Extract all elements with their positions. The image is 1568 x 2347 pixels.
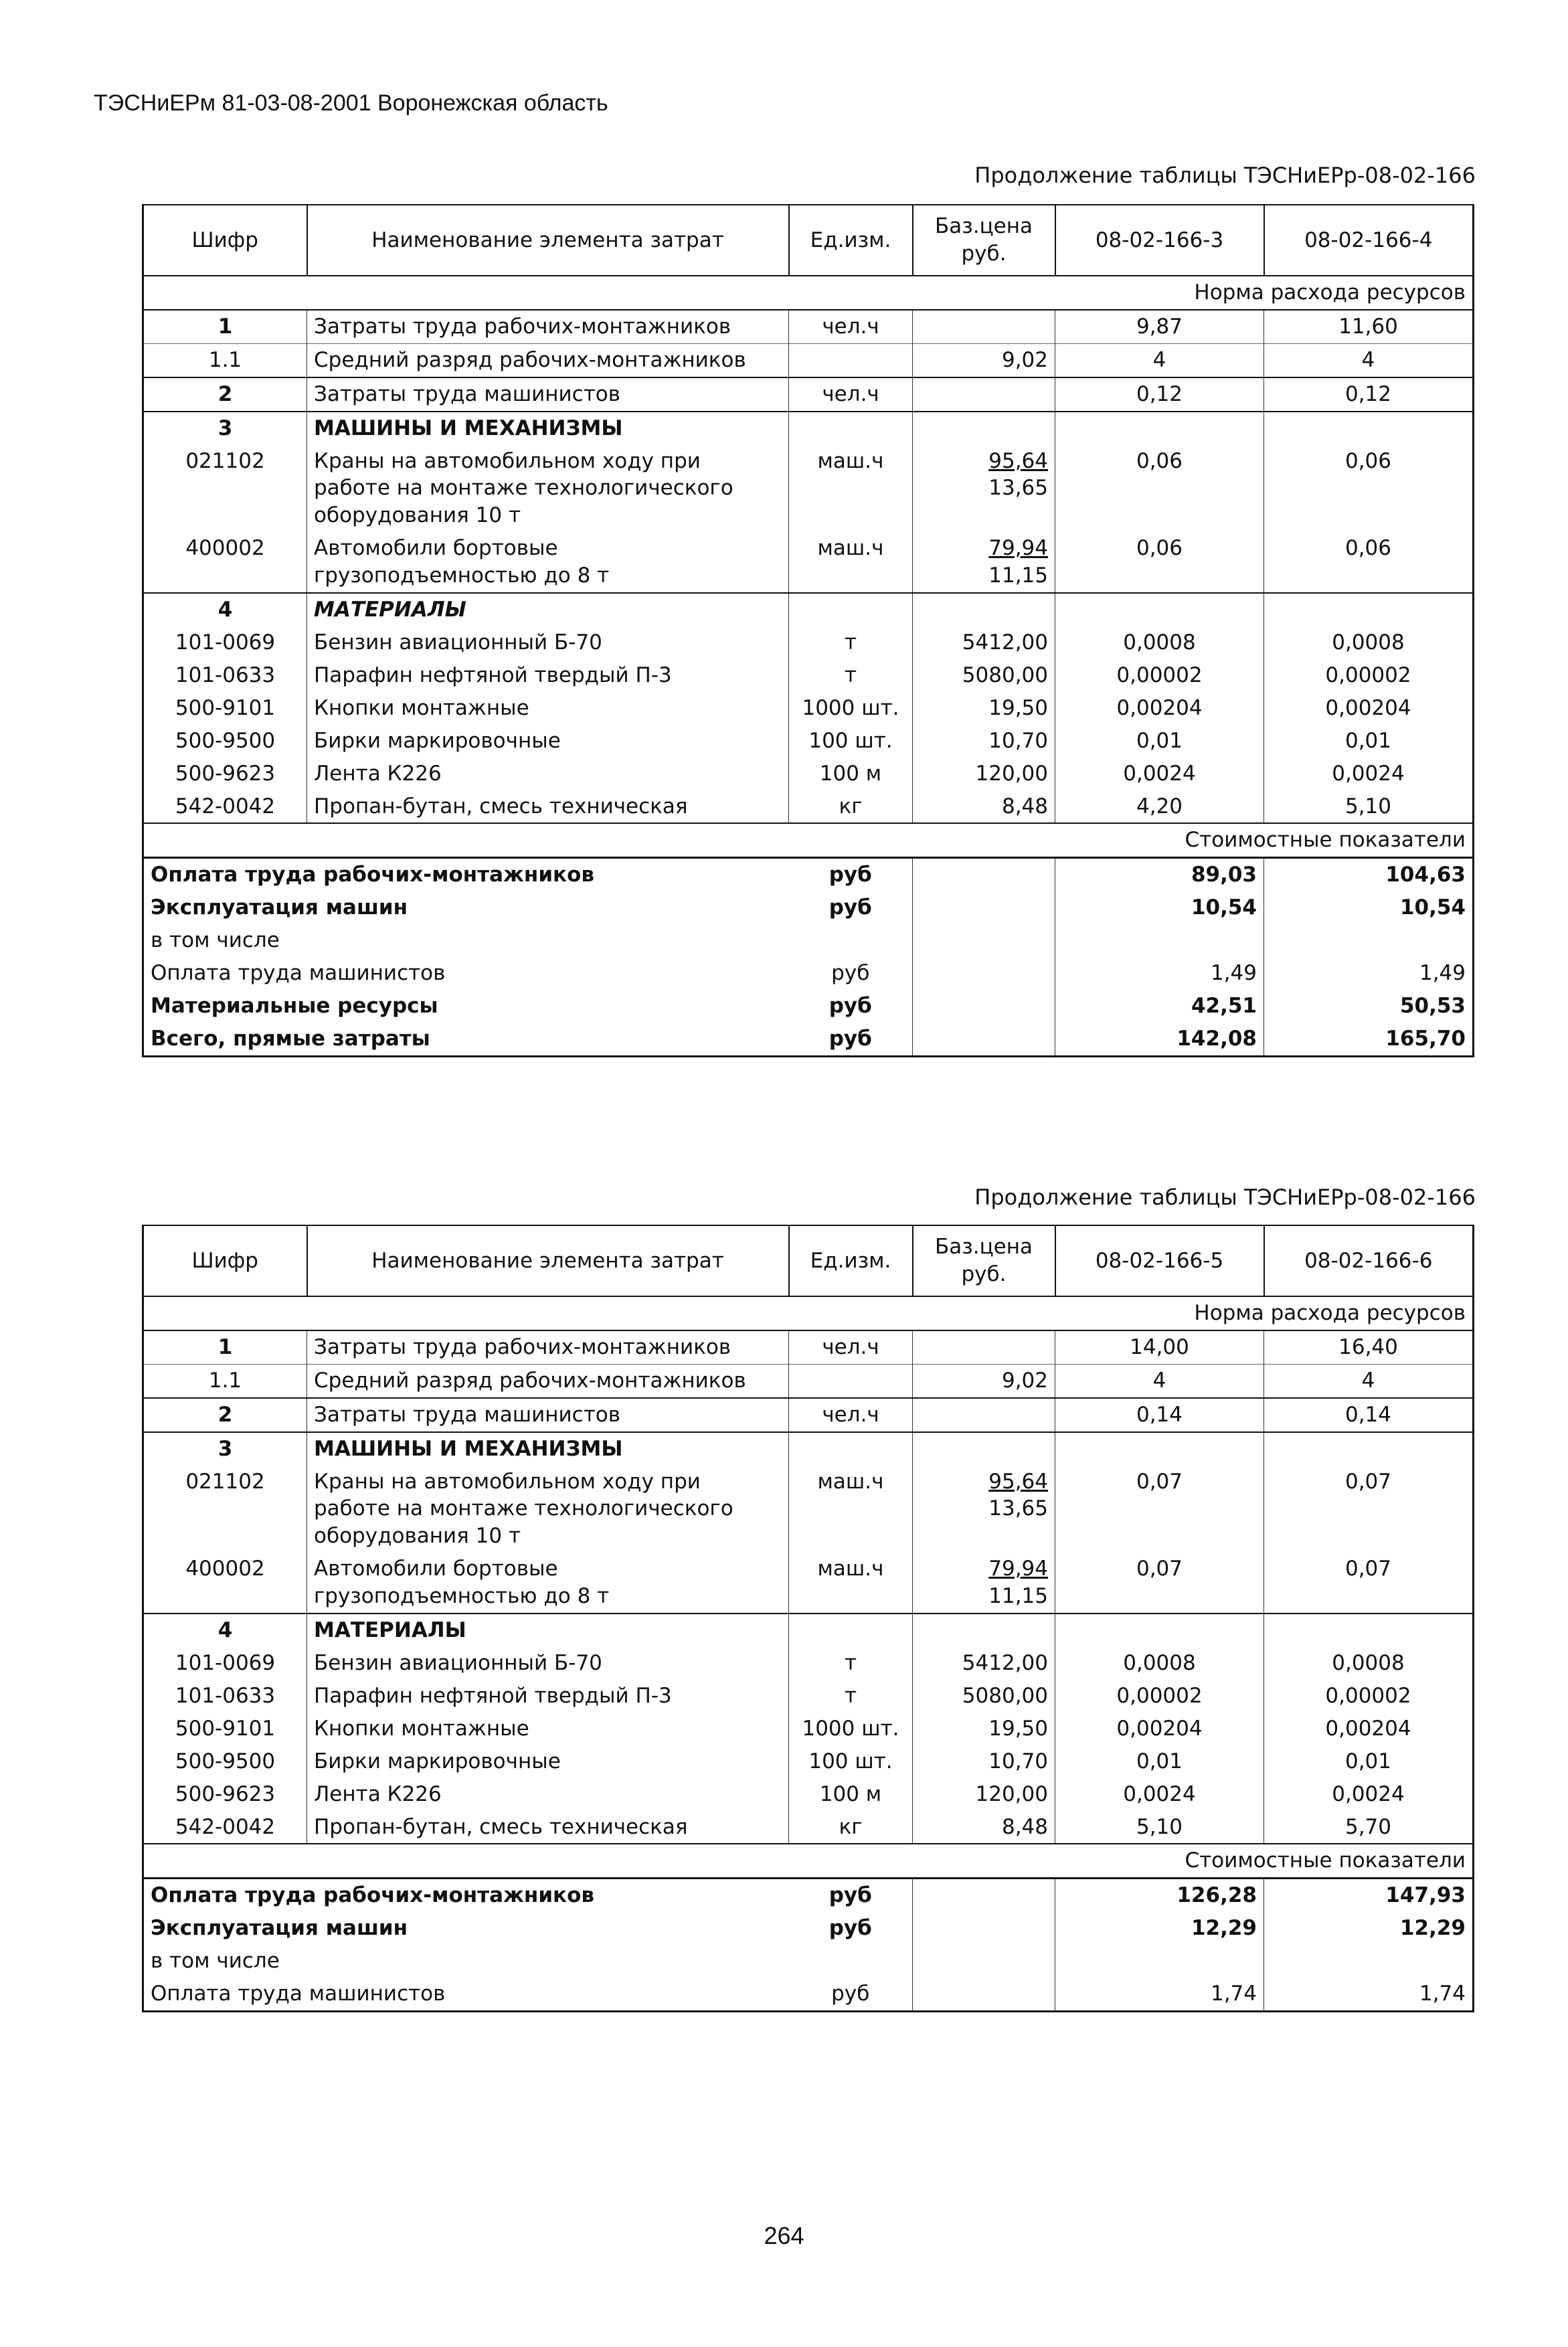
table-row — [143, 1680, 1474, 1713]
section-title: МАТЕРИАЛЫ — [307, 593, 789, 626]
row-code: 500-9101 — [143, 692, 307, 725]
table-row — [143, 1647, 1474, 1680]
row-rate-5: 0,14 — [1055, 1398, 1264, 1432]
row-rate-5: 0,00002 — [1055, 1680, 1264, 1713]
row-rate-5: 14,00 — [1055, 1330, 1264, 1364]
col-rate-6-header: 08-02-166-6 — [1264, 1225, 1474, 1296]
cost-name: Оплата труда машинистов — [143, 1978, 789, 2011]
cost-unit: руб — [789, 1912, 913, 1945]
row-code: 101-0069 — [143, 1647, 307, 1680]
section-row — [143, 412, 1474, 445]
row-rate-5: 0,07 — [1055, 1553, 1264, 1614]
price-total: 79,94 — [988, 1557, 1048, 1581]
row-code: 400002 — [143, 532, 307, 593]
table-row — [143, 1466, 1474, 1553]
table-row — [143, 790, 1474, 824]
row-unit: маш.ч — [789, 1466, 913, 1553]
row-price: 120,00 — [913, 1778, 1055, 1811]
cost-value-4: 50,53 — [1264, 990, 1474, 1023]
row-code: 500-9500 — [143, 725, 307, 758]
row-name: Средний разряд рабочих-монтажников — [307, 1364, 789, 1397]
row-name: Затраты труда рабочих-монтажников — [307, 310, 789, 343]
table-row — [143, 692, 1474, 725]
cost-row — [143, 1978, 1474, 2011]
cost-value-6: 1,74 — [1264, 1978, 1474, 2011]
row-rate-4: 0,0008 — [1264, 626, 1474, 659]
row-rate-5: 5,10 — [1055, 1811, 1264, 1844]
row-code: 542-0042 — [143, 1811, 307, 1844]
row-unit: маш.ч — [789, 445, 913, 533]
row-price: 120,00 — [913, 758, 1055, 790]
row-name: Затраты труда машинистов — [307, 377, 789, 412]
cost-name: Эксплуатация машин — [143, 891, 789, 924]
row-name: Бирки маркировочные — [307, 1745, 789, 1778]
row-unit: 100 шт. — [789, 725, 913, 758]
norm-header: Норма расхода ресурсов — [143, 1296, 1474, 1330]
row-name: Бензин авиационный Б-70 — [307, 1647, 789, 1680]
cost-row — [143, 891, 1474, 924]
row-unit: т — [789, 1647, 913, 1680]
row-rate-4: 11,60 — [1264, 310, 1474, 343]
price-labor: 13,65 — [988, 476, 1048, 501]
row-unit: маш.ч — [789, 1553, 913, 1614]
row-code: 1 — [143, 1330, 307, 1364]
row-code: 1.1 — [143, 343, 307, 377]
row-name: Автомобили бортовые грузоподъемностью до 8 т — [307, 1553, 789, 1614]
row-unit: чел.ч — [789, 310, 913, 343]
row-unit: т — [789, 659, 913, 692]
cost-value-4: 104,63 — [1264, 858, 1474, 891]
cost-name: в том числе — [143, 1945, 789, 1978]
row-name: Бирки маркировочные — [307, 725, 789, 758]
table-row — [143, 1398, 1474, 1432]
price-total: 95,64 — [988, 1469, 1048, 1494]
row-rate-4: 0,00002 — [1264, 659, 1474, 692]
row-code: 1 — [143, 310, 307, 343]
row-unit: т — [789, 1680, 913, 1713]
cost-header: Стоимостные показатели — [143, 823, 1474, 857]
cost-row — [143, 924, 1474, 957]
row-price — [913, 1466, 1055, 1553]
cost-unit: руб — [789, 1879, 913, 1912]
norm-header: Норма расхода ресурсов — [143, 276, 1474, 310]
col-name-header: Наименование элемента затрат — [307, 205, 789, 276]
table-row — [143, 1811, 1474, 1844]
page-header-title: ТЭСНиЕРм 81-03-08-2001 Воронежская область — [94, 90, 608, 116]
row-unit: маш.ч — [789, 532, 913, 593]
table-2-continuation: Продолжение таблицы ТЭСНиЕРр-08-02-166 — [974, 1185, 1476, 1210]
row-rate-4: 0,00204 — [1264, 692, 1474, 725]
row-rate-3: 0,00204 — [1055, 692, 1264, 725]
row-name: Парафин нефтяной твердый П-3 — [307, 1680, 789, 1713]
cost-header: Стоимостные показатели — [143, 1844, 1474, 1878]
table-row — [143, 1330, 1474, 1364]
col-price-header: Баз.цена руб. — [913, 205, 1055, 276]
section-title: МАТЕРИАЛЫ — [307, 1614, 789, 1647]
row-code: 101-0069 — [143, 626, 307, 659]
row-rate-3: 0,12 — [1055, 377, 1264, 412]
col-code-header: Шифр — [143, 1225, 307, 1296]
row-rate-6: 16,40 — [1264, 1330, 1474, 1364]
row-price: 9,02 — [913, 1364, 1055, 1397]
row-rate-3: 0,06 — [1055, 532, 1264, 593]
resource-table-2 — [142, 1225, 1474, 2012]
row-rate-5: 4 — [1055, 1364, 1264, 1397]
row-rate-4: 0,06 — [1264, 532, 1474, 593]
cost-name: Оплата труда машинистов — [143, 957, 789, 990]
row-rate-3: 0,0008 — [1055, 626, 1264, 659]
row-rate-5: 0,0024 — [1055, 1778, 1264, 1811]
table-header-row — [143, 205, 1474, 276]
section-row — [143, 593, 1474, 626]
section-title: МАШИНЫ И МЕХАНИЗМЫ — [307, 412, 789, 445]
row-code: 4 — [143, 593, 307, 626]
cost-row — [143, 1912, 1474, 1945]
row-unit — [789, 1364, 913, 1397]
cost-name: Оплата труда рабочих-монтажников — [143, 858, 789, 891]
row-unit: 1000 шт. — [789, 1713, 913, 1745]
cost-unit: руб — [789, 891, 913, 924]
row-price: 8,48 — [913, 1811, 1055, 1844]
row-name: Кнопки монтажные — [307, 1713, 789, 1745]
row-rate-3: 4,20 — [1055, 790, 1264, 824]
col-rate-3-header: 08-02-166-3 — [1055, 205, 1264, 276]
cost-row — [143, 858, 1474, 891]
row-price — [913, 1330, 1055, 1364]
table-row — [143, 532, 1474, 593]
row-unit: кг — [789, 790, 913, 824]
row-price — [913, 310, 1055, 343]
cost-header-row — [143, 1844, 1474, 1878]
row-rate-3: 0,00002 — [1055, 659, 1264, 692]
row-code: 021102 — [143, 1466, 307, 1553]
cost-name: в том числе — [143, 924, 789, 957]
row-code: 3 — [143, 1432, 307, 1466]
row-rate-5: 0,00204 — [1055, 1713, 1264, 1745]
row-rate-4: 5,10 — [1264, 790, 1474, 824]
cost-value-5: 12,29 — [1055, 1912, 1264, 1945]
cost-row — [143, 1023, 1474, 1056]
table-row — [143, 1553, 1474, 1614]
table-row — [143, 626, 1474, 659]
cost-value-6: 147,93 — [1264, 1879, 1474, 1912]
cost-value-3: 42,51 — [1055, 990, 1264, 1023]
row-name: Автомобили бортовые грузоподъемностью до 8 т — [307, 532, 789, 593]
cost-value-3: 142,08 — [1055, 1023, 1264, 1056]
row-name: Пропан-бутан, смесь техническая — [307, 1811, 789, 1844]
row-name: Средний разряд рабочих-монтажников — [307, 343, 789, 377]
row-price: 10,70 — [913, 1745, 1055, 1778]
table-row — [143, 1364, 1474, 1397]
cost-row — [143, 990, 1474, 1023]
col-rate-4-header: 08-02-166-4 — [1264, 205, 1474, 276]
cost-unit: руб — [789, 990, 913, 1023]
row-price: 5080,00 — [913, 659, 1055, 692]
price-total: 79,94 — [988, 536, 1048, 561]
row-unit: 100 шт. — [789, 1745, 913, 1778]
cost-unit: руб — [789, 957, 913, 990]
price-labor: 11,15 — [988, 563, 1048, 588]
row-price: 8,48 — [913, 790, 1055, 824]
row-price: 5412,00 — [913, 1647, 1055, 1680]
row-name: Затраты труда рабочих-монтажников — [307, 1330, 789, 1364]
col-rate-5-header: 08-02-166-5 — [1055, 1225, 1264, 1296]
cost-unit: руб — [789, 1978, 913, 2011]
page-number: 264 — [764, 2222, 804, 2249]
row-rate-4: 0,06 — [1264, 445, 1474, 533]
row-unit: т — [789, 626, 913, 659]
col-code-header: Шифр — [143, 205, 307, 276]
col-name-header: Наименование элемента затрат — [307, 1225, 789, 1296]
table-row — [143, 343, 1474, 377]
section-title: МАШИНЫ И МЕХАНИЗМЫ — [307, 1432, 789, 1466]
cost-value-6: 12,29 — [1264, 1912, 1474, 1945]
row-unit: чел.ч — [789, 1398, 913, 1432]
row-price — [913, 377, 1055, 412]
row-code: 4 — [143, 1614, 307, 1647]
cost-value-5: 126,28 — [1055, 1879, 1264, 1912]
row-code: 101-0633 — [143, 659, 307, 692]
row-rate-6: 0,14 — [1264, 1398, 1474, 1432]
resource-table-1 — [142, 204, 1474, 1057]
table-row — [143, 1778, 1474, 1811]
section-row — [143, 1614, 1474, 1647]
row-name: Пропан-бутан, смесь техническая — [307, 790, 789, 824]
row-code: 500-9623 — [143, 758, 307, 790]
row-rate-6: 0,01 — [1264, 1745, 1474, 1778]
row-code: 2 — [143, 1398, 307, 1432]
cost-value-3: 1,49 — [1055, 957, 1264, 990]
row-code: 500-9500 — [143, 1745, 307, 1778]
row-price: 10,70 — [913, 725, 1055, 758]
row-price — [913, 445, 1055, 533]
price-labor: 13,65 — [988, 1496, 1048, 1521]
section-row — [143, 1432, 1474, 1466]
row-code: 542-0042 — [143, 790, 307, 824]
row-name: Парафин нефтяной твердый П-3 — [307, 659, 789, 692]
row-name: Лента К226 — [307, 1778, 789, 1811]
row-code: 021102 — [143, 445, 307, 533]
price-labor: 11,15 — [988, 1584, 1048, 1609]
row-price — [913, 532, 1055, 593]
row-rate-4: 0,0024 — [1264, 758, 1474, 790]
row-unit: кг — [789, 1811, 913, 1844]
row-rate-6: 5,70 — [1264, 1811, 1474, 1844]
row-rate-5: 0,0008 — [1055, 1647, 1264, 1680]
row-rate-6: 0,0024 — [1264, 1778, 1474, 1811]
cost-value-5: 1,74 — [1055, 1978, 1264, 2011]
row-price: 19,50 — [913, 692, 1055, 725]
row-unit — [789, 343, 913, 377]
row-code: 500-9101 — [143, 1713, 307, 1745]
cost-unit: руб — [789, 858, 913, 891]
row-name: Краны на автомобильном ходу при работе на монтаже технологического оборудования 10 т — [307, 1466, 789, 1553]
row-price: 5412,00 — [913, 626, 1055, 659]
row-rate-5: 0,01 — [1055, 1745, 1264, 1778]
norm-header-row — [143, 1296, 1474, 1330]
row-unit: 100 м — [789, 1778, 913, 1811]
cost-row — [143, 1879, 1474, 1912]
table-row — [143, 1713, 1474, 1745]
row-rate-6: 0,0008 — [1264, 1647, 1474, 1680]
row-code: 1.1 — [143, 1364, 307, 1397]
norm-header-row — [143, 276, 1474, 310]
table-row — [143, 1745, 1474, 1778]
row-code: 2 — [143, 377, 307, 412]
table-row — [143, 445, 1474, 533]
row-unit: чел.ч — [789, 377, 913, 412]
row-name: Кнопки монтажные — [307, 692, 789, 725]
table-row — [143, 310, 1474, 343]
cost-value-4: 10,54 — [1264, 891, 1474, 924]
row-rate-4: 0,01 — [1264, 725, 1474, 758]
row-rate-3: 0,01 — [1055, 725, 1264, 758]
row-rate-6: 0,07 — [1264, 1466, 1474, 1553]
row-rate-5: 0,07 — [1055, 1466, 1264, 1553]
cost-name: Эксплуатация машин — [143, 1912, 789, 1945]
row-rate-3: 4 — [1055, 343, 1264, 377]
table-row — [143, 659, 1474, 692]
row-unit: 1000 шт. — [789, 692, 913, 725]
row-rate-4: 4 — [1264, 343, 1474, 377]
cost-header-row — [143, 823, 1474, 857]
row-code: 500-9623 — [143, 1778, 307, 1811]
row-rate-6: 0,00002 — [1264, 1680, 1474, 1713]
row-name: Бензин авиационный Б-70 — [307, 626, 789, 659]
row-rate-3: 0,06 — [1055, 445, 1264, 533]
cost-name: Материальные ресурсы — [143, 990, 789, 1023]
row-rate-6: 4 — [1264, 1364, 1474, 1397]
row-price — [913, 1553, 1055, 1614]
table-header-row — [143, 1225, 1474, 1296]
table-row — [143, 377, 1474, 412]
row-unit: 100 м — [789, 758, 913, 790]
col-price-header: Баз.цена руб. — [913, 1225, 1055, 1296]
row-rate-4: 0,12 — [1264, 377, 1474, 412]
row-name: Лента К226 — [307, 758, 789, 790]
cost-value-4: 1,49 — [1264, 957, 1474, 990]
row-unit: чел.ч — [789, 1330, 913, 1364]
cost-value-4: 165,70 — [1264, 1023, 1474, 1056]
row-name: Затраты труда машинистов — [307, 1398, 789, 1432]
table-row — [143, 725, 1474, 758]
row-price: 19,50 — [913, 1713, 1055, 1745]
cost-value-3: 89,03 — [1055, 858, 1264, 891]
cost-row — [143, 1945, 1474, 1978]
col-unit-header: Ед.изм. — [789, 205, 913, 276]
row-price — [913, 1398, 1055, 1432]
row-rate-3: 0,0024 — [1055, 758, 1264, 790]
row-rate-3: 9,87 — [1055, 310, 1264, 343]
row-code: 101-0633 — [143, 1680, 307, 1713]
row-rate-6: 0,07 — [1264, 1553, 1474, 1614]
row-code: 3 — [143, 412, 307, 445]
row-price: 9,02 — [913, 343, 1055, 377]
cost-unit: руб — [789, 1023, 913, 1056]
row-rate-6: 0,00204 — [1264, 1713, 1474, 1745]
price-total: 95,64 — [988, 448, 1048, 473]
cost-value-3: 10,54 — [1055, 891, 1264, 924]
cost-name: Оплата труда рабочих-монтажников — [143, 1879, 789, 1912]
row-code: 400002 — [143, 1553, 307, 1614]
cost-row — [143, 957, 1474, 990]
row-price: 5080,00 — [913, 1680, 1055, 1713]
table-row — [143, 758, 1474, 790]
table-1-continuation: Продолжение таблицы ТЭСНиЕРр-08-02-166 — [974, 163, 1476, 188]
col-unit-header: Ед.изм. — [789, 1225, 913, 1296]
cost-name: Всего, прямые затраты — [143, 1023, 789, 1056]
row-name: Краны на автомобильном ходу при работе на монтаже технологического оборудования 10 т — [307, 445, 789, 533]
